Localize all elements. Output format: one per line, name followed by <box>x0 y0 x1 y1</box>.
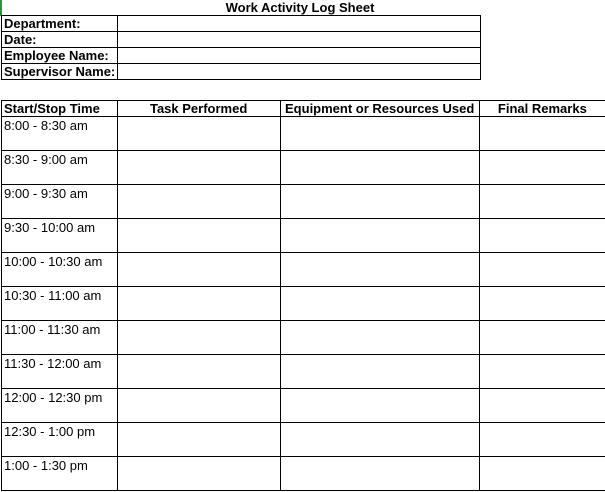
task-performed-cell[interactable] <box>117 321 280 355</box>
time-slot-cell: 12:30 - 1:00 pm <box>2 423 118 457</box>
table-row <box>2 389 605 423</box>
final-remarks-cell[interactable] <box>479 287 605 321</box>
equipment-resources-cell[interactable] <box>280 423 479 457</box>
equipment-resources-cell[interactable] <box>280 117 479 151</box>
time-slot-cell: 9:30 - 10:00 am <box>2 219 118 253</box>
header-final-remarks: Final Remarks <box>479 101 605 117</box>
header-equipment-resources: Equipment or Resources Used <box>280 101 479 117</box>
table-row <box>2 287 605 321</box>
log-header-row <box>2 101 605 117</box>
equipment-resources-cell[interactable] <box>280 457 479 491</box>
task-performed-cell[interactable] <box>117 355 280 389</box>
final-remarks-cell[interactable] <box>479 219 605 253</box>
header-task-performed: Task Performed <box>117 101 280 117</box>
employee-name-field[interactable] <box>118 48 481 64</box>
time-slot-cell: 12:00 - 12:30 pm <box>2 389 118 423</box>
final-remarks-cell[interactable] <box>479 321 605 355</box>
time-slot-cell: 8:00 - 8:30 am <box>2 117 118 151</box>
page-title: Work Activity Log Sheet <box>225 0 375 15</box>
supervisor-name-field[interactable] <box>118 64 481 80</box>
info-row-employee <box>2 48 481 64</box>
final-remarks-cell[interactable] <box>479 389 605 423</box>
task-performed-cell[interactable] <box>117 457 280 491</box>
time-slot-cell: 9:00 - 9:30 am <box>2 185 118 219</box>
equipment-resources-cell[interactable] <box>280 151 479 185</box>
task-performed-cell[interactable] <box>117 151 280 185</box>
supervisor-name-label: Supervisor Name: <box>2 64 118 80</box>
table-row <box>2 185 605 219</box>
final-remarks-cell[interactable] <box>479 457 605 491</box>
employee-name-label: Employee Name: <box>2 48 118 64</box>
task-performed-cell[interactable] <box>117 219 280 253</box>
time-slot-cell: 10:30 - 11:00 am <box>2 287 118 321</box>
equipment-resources-cell[interactable] <box>280 253 479 287</box>
task-performed-cell[interactable] <box>117 185 280 219</box>
final-remarks-cell[interactable] <box>479 151 605 185</box>
table-row <box>2 423 605 457</box>
table-row <box>2 321 605 355</box>
task-performed-cell[interactable] <box>117 423 280 457</box>
equipment-resources-cell[interactable] <box>280 219 479 253</box>
task-performed-cell[interactable] <box>117 287 280 321</box>
final-remarks-cell[interactable] <box>479 253 605 287</box>
equipment-resources-cell[interactable] <box>280 389 479 423</box>
time-slot-cell: 8:30 - 9:00 am <box>2 151 118 185</box>
table-row <box>2 219 605 253</box>
task-performed-cell[interactable] <box>117 253 280 287</box>
equipment-resources-cell[interactable] <box>280 185 479 219</box>
time-slot-cell: 11:00 - 11:30 am <box>2 321 118 355</box>
equipment-resources-cell[interactable] <box>280 321 479 355</box>
table-row <box>2 355 605 389</box>
time-slot-cell: 11:30 - 12:00 am <box>2 355 118 389</box>
info-row-date <box>2 32 481 48</box>
time-slot-cell: 1:00 - 1:30 pm <box>2 457 118 491</box>
info-row-supervisor <box>2 64 481 80</box>
table-row <box>2 457 605 491</box>
date-field[interactable] <box>118 32 481 48</box>
department-label: Department: <box>2 16 118 32</box>
date-label: Date: <box>2 32 118 48</box>
activity-log-table <box>1 100 605 491</box>
equipment-resources-cell[interactable] <box>280 355 479 389</box>
time-slot-cell: 10:00 - 10:30 am <box>2 253 118 287</box>
department-field[interactable] <box>118 16 481 32</box>
info-table <box>1 15 481 80</box>
equipment-resources-cell[interactable] <box>280 287 479 321</box>
table-row <box>2 117 605 151</box>
table-row <box>2 253 605 287</box>
task-performed-cell[interactable] <box>117 389 280 423</box>
final-remarks-cell[interactable] <box>479 423 605 457</box>
final-remarks-cell[interactable] <box>479 185 605 219</box>
final-remarks-cell[interactable] <box>479 355 605 389</box>
final-remarks-cell[interactable] <box>479 117 605 151</box>
header-start-stop-time: Start/Stop Time <box>2 101 118 117</box>
task-performed-cell[interactable] <box>117 117 280 151</box>
info-row-department <box>2 16 481 32</box>
table-row <box>2 151 605 185</box>
log-body <box>2 117 605 491</box>
